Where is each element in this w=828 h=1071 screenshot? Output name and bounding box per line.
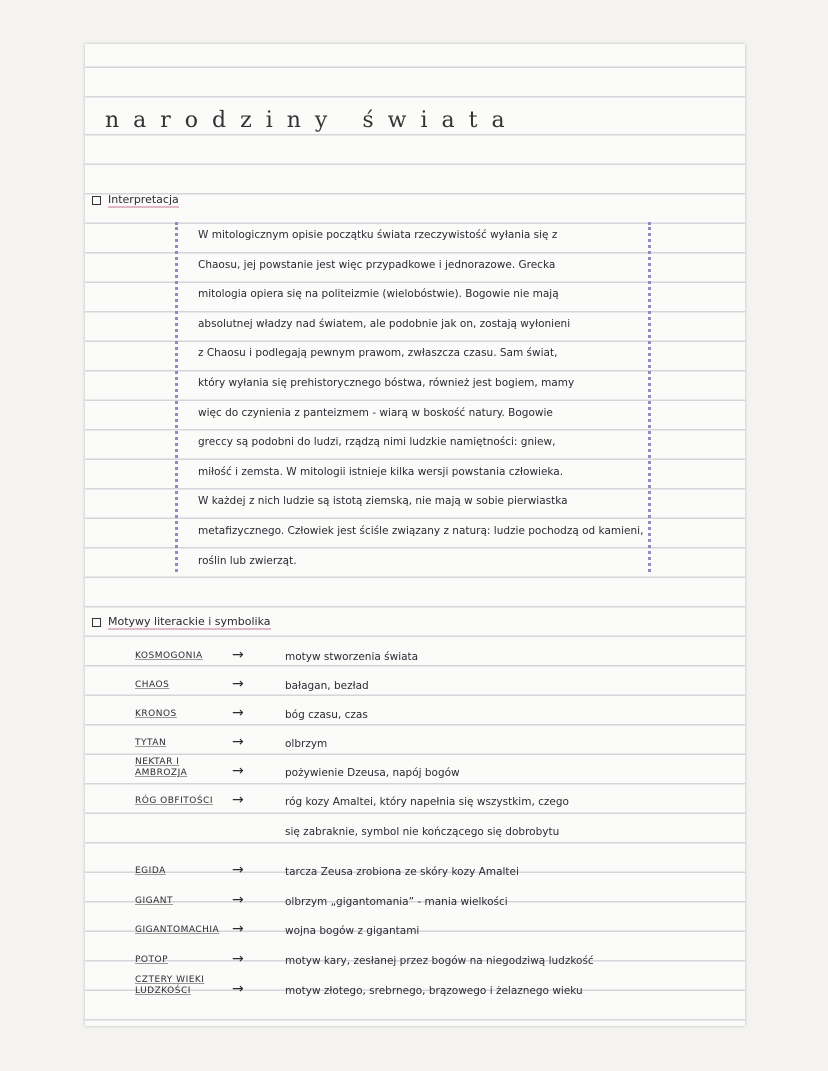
motif-term: NEKTAR I AMBROZJA [135,757,188,778]
paragraph-line: który wyłania się prehistorycznego bóstwa, również jest bogiem, mamy [198,377,575,389]
page-title: narodziny świata [105,108,519,133]
motif-description: motyw złotego, srebrnego, brązowego i żelaznego wieku [285,985,583,997]
arrow-icon: → [232,921,244,937]
motif-term: EGIDA [135,866,166,876]
motif-term: POTOP [135,955,169,965]
paragraph-line: greccy są podobni do ludzi, rządzą nimi ludzkie namiętności: gniew, [198,436,556,449]
motif-term: GIGANT [135,896,173,906]
motif-description: róg kozy Amaltei, który napełnia się wszystkim, czego [285,796,569,808]
motif-term: TYTAN [135,738,167,748]
checkbox-bullet-icon [92,196,101,205]
motif-term: RÓG OBFITOŚCI [135,796,213,806]
motif-term: CZTERY WIEKI LUDZKOŚCI [135,975,205,996]
arrow-icon: → [232,705,244,721]
motif-description: bóg czasu, czas [285,709,368,721]
section-motifs-heading [92,615,271,628]
arrow-icon: → [232,647,244,663]
arrow-icon: → [232,792,244,808]
arrow-icon: → [232,981,244,997]
motif-description: olbrzym „gigantomania” - mania wielkości [285,896,508,908]
motif-description: pożywienie Dzeusa, napój bogów [285,767,460,779]
paragraph-line: W każdej z nich ludzie są istotą ziemską, nie mają w sobie pierwiastka [198,495,568,508]
paragraph-line: z Chaosu i podlegają pewnym prawom, zwłaszcza czasu. Sam świat, [198,347,558,360]
motif-description: wojna bogów z gigantami [285,925,420,937]
heading-label: Motywy literackie i symbolika [108,615,271,628]
arrow-icon: → [232,763,244,779]
motif-description: tarcza Zeusa zrobiona ze skóry kozy Amaltei [285,866,519,878]
paragraph-line: mitologia opiera się na politeizmie (wielobóstwie). Bogowie nie mają [198,288,559,301]
motif-description: motyw kary, zesłanej przez bogów na niegodziwą ludzkość [285,955,594,967]
checkbox-bullet-icon [92,618,101,627]
motif-description: olbrzym [285,738,328,750]
dotted-frame [175,222,651,572]
heading-label: Interpretacja [108,193,179,206]
section-interpretation-heading [92,193,179,206]
arrow-icon: → [232,951,244,967]
motif-term: KRONOS [135,709,177,719]
paragraph-line: absolutnej władzy nad światem, ale podobnie jak on, zostają wyłonieni [198,317,571,330]
arrow-icon: → [232,676,244,692]
paragraph-line: więc do czynienia z panteizmem - wiarą w boskość natury. Bogowie [198,406,553,419]
motif-term: CHAOS [135,680,170,690]
motif-term: KOSMOGONIA [135,651,203,661]
paragraph-line: metafizycznego. Człowiek jest ściśle związany z naturą: ludzie pochodzą od kamieni, [198,525,644,537]
paragraph-line: miłość i zemsta. W mitologii istnieje kilka wersji powstania człowieka. [198,465,564,478]
paragraph-line: roślin lub zwierząt. [198,554,297,567]
arrow-icon: → [232,734,244,750]
motif-description: bałagan, bezład [285,680,369,692]
motif-description: motyw stworzenia świata [285,651,419,663]
paragraph-line: Chaosu, jej powstanie jest więc przypadkowe i jednorazowe. Grecka [198,258,556,271]
arrow-icon: → [232,892,244,908]
motif-term: GIGANTOMACHIA [135,925,220,935]
arrow-icon: → [232,862,244,878]
motif-description: się zabraknie, symbol nie kończącego się dobrobytu [285,826,560,838]
paragraph-line: W mitologicznym opisie początku świata rzeczywistość wyłania się z [198,229,558,241]
